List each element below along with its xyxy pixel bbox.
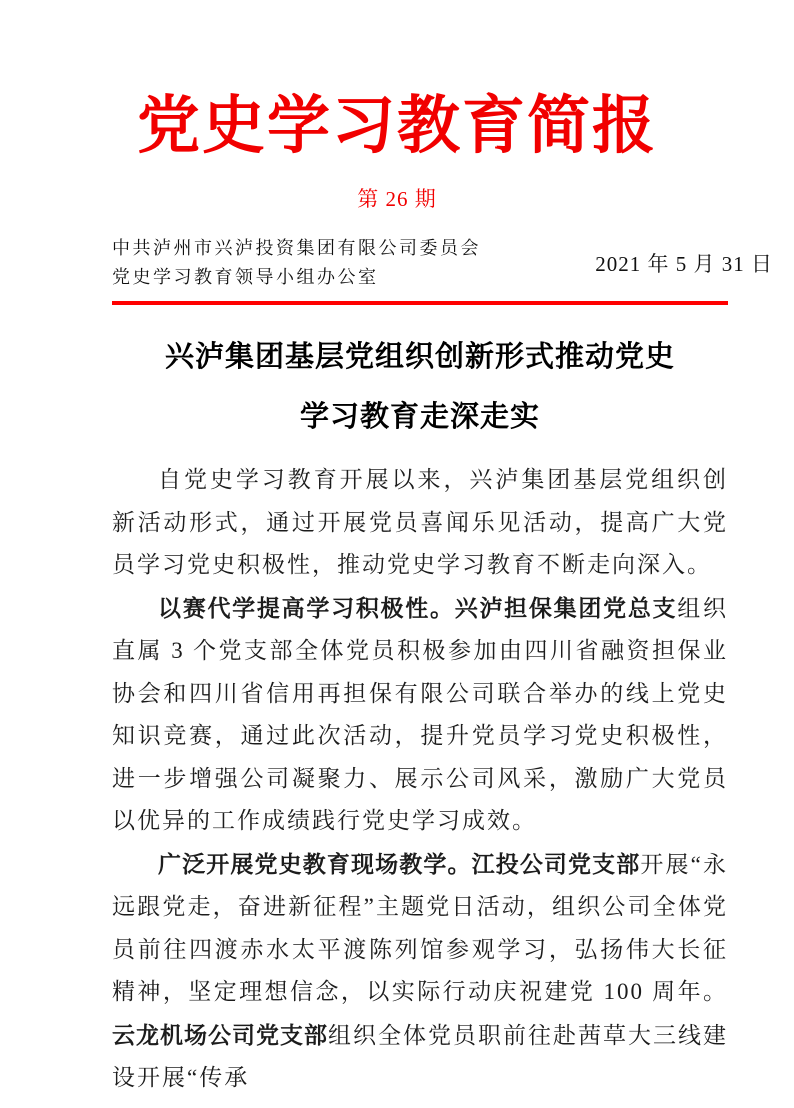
article-title	[112, 327, 728, 447]
text-run: 自党史学习教育开展以来，兴泸集团基层党组织创新活动形式，通过开展党员喜闻乐见活动，提高广大党员学习党史积极性，推动党史学习教育不断走向深入。	[112, 467, 728, 577]
text-run: 组织全体党员职前往赴茜草大三线建设开展“传承	[112, 1022, 728, 1090]
article-body	[0, 327, 794, 1100]
body-paragraph-2	[112, 587, 728, 843]
text-run-bold: 以赛代学提高学习积极性。兴泸担保集团党总支	[158, 594, 678, 621]
masthead-divider-rule	[112, 301, 728, 305]
header-info-row	[0, 234, 794, 292]
body-paragraph-1	[112, 459, 728, 587]
org-name-line-2: 党史学习教育领导小组办公室	[112, 267, 379, 287]
article-title-line-2: 学习教育走深走实	[299, 401, 540, 433]
text-run-bold: 云龙机场公司党支部	[112, 1021, 328, 1048]
masthead-title: 党史学习教育简报	[137, 91, 657, 161]
body-paragraph-3	[112, 843, 728, 1100]
issuing-organization	[112, 234, 481, 292]
issue-number: 第 26 期	[357, 187, 437, 211]
article-title-line-1: 兴泸集团基层党组织创新形式推动党史	[164, 341, 675, 373]
text-run-bold: 广泛开展党史教育现场教学。江投公司党支部	[158, 850, 641, 877]
text-run: 组织直属 3 个党支部全体党员积极参加由四川省融资担保业协会和四川省信用再担保有限公司联合举办的线上党史知识竞赛，通过此次活动，提升党员学习党史积极性，进一步增强公司凝聚力、展示公司风采，激励广大党员以优异的工作成绩践行党史学习成效。	[112, 595, 729, 833]
issue-date: 2021 年 5 月 31 日	[595, 252, 773, 276]
org-name-line-1: 中共泸州市兴泸投资集团有限公司委员会	[112, 238, 481, 258]
body-copy	[112, 459, 728, 1100]
text-run: 开展“永远跟党走，奋进新征程”主题党日活动，组织公司全体党员前往四渡赤水太平渡陈列馆参观学习，弘扬伟大长征精神，坚定理想信念，以实际行动庆祝建党 100 周年。	[112, 851, 728, 1004]
